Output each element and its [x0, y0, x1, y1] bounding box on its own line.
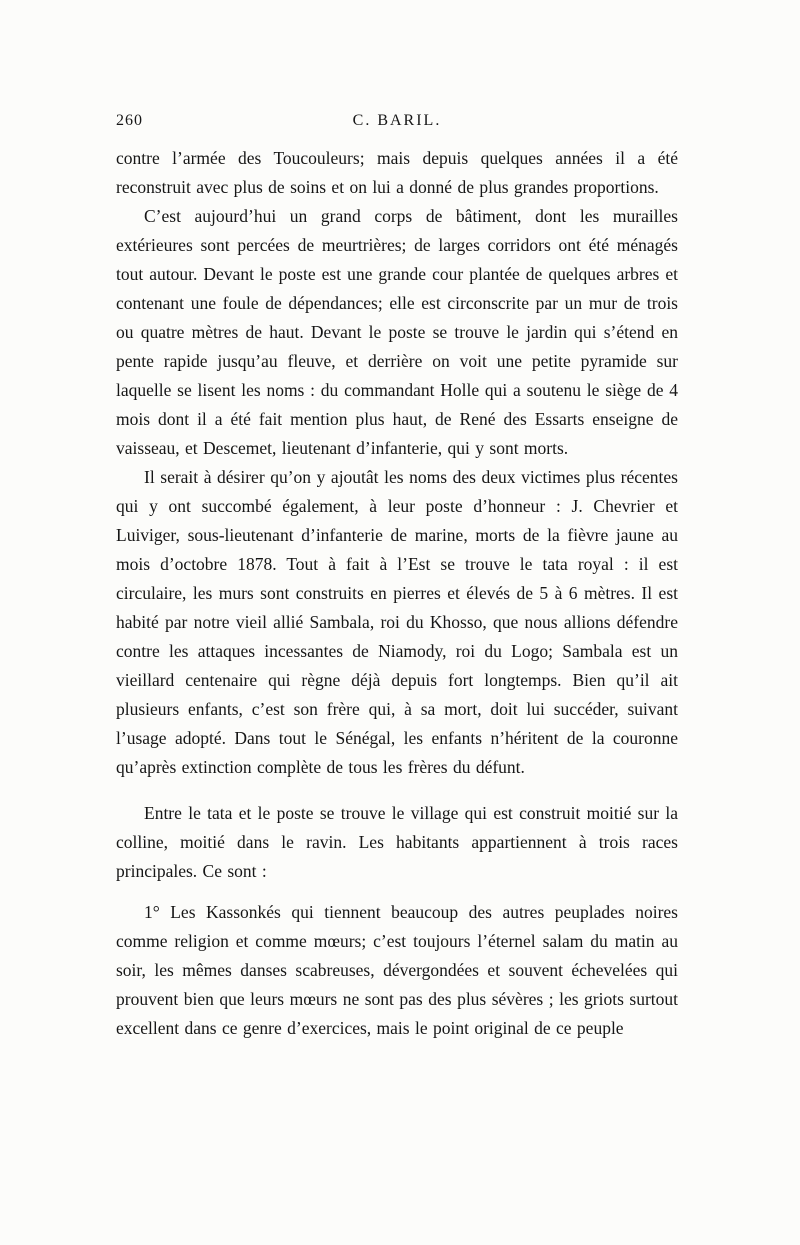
paragraph-continuation: contre l’armée des Toucouleurs; mais depuis quelques années il a été reconstruit avec plus de soins et on lui a donné de plus grandes proportions. — [116, 148, 678, 197]
paragraph: Entre le tata et le poste se trouve le village qui est construit moitié sur la colline, moitié dans le ravin. Les habitants appartiennent à trois races principales. Ce sont : — [116, 803, 678, 881]
paragraph: Il serait à désirer qu’on y ajoutât les noms des deux victimes plus récentes qui y ont succombé également, à leur poste d’honneur : J. Chevrier et Luiviger, sous-lieutenant d’infanterie de marine, morts de la fièvre jaune au mois d’octobre 1878. Tout à fait à l’Est se trouve le tata royal : il est circulaire, les murs sont construits en pierres et élevés de 5 à 6 mètres. Il est habité par notre vieil allié Sambala, roi du Khosso, que nous allions défendre contre les attaques incessantes de Niamody, roi du Logo; Sambala est un vieillard centenaire qui règne déjà depuis fort longtemps. Bien qu’il ait plusieurs enfants, c’est son frère qui, à sa mort, doit lui succéder, suivant l’usage adopté. Dans tout le Sénégal, les enfants n’héritent de la couronne qu’après extinction complète de tous les frères du défunt. — [116, 467, 678, 777]
page-number: 260 — [116, 112, 143, 129]
paragraph-list-item: 1° Les Kassonkés qui tiennent beaucoup des autres peuplades noires comme religion et comme mœurs; c’est toujours l’éternel salam du matin au soir, les mêmes danses scabreuses, dévergondées et souvent échevelées qui prouvent bien que leurs mœurs ne sont pas des plus sévères ; les griots surtout excellent dans ce genre d’exercices, mais le point original de ce peuple — [116, 902, 678, 1038]
page-body — [116, 144, 678, 1043]
page-header — [116, 112, 678, 130]
running-title: C. BARIL. — [352, 112, 442, 129]
paragraph: C’est aujourd’hui un grand corps de bâtiment, dont les murailles extérieures sont percées de meurtrières; de larges corridors ont été ménagés tout autour. Devant le poste est une grande cour plantée de quelques arbres et contenant une foule de dépendances; elle est circonscrite par un mur de trois ou quatre mètres de haut. Devant le poste se trouve le jardin qui s’étend en pente rapide jusqu’au fleuve, et derrière on voit une petite pyramide sur laquelle se lisent les noms : du commandant Holle qui a soutenu le siège de 4 mois dont il a été fait mention plus haut, de René des Essarts enseigne de vaisseau, et Descemet, lieutenant d’infanterie, qui y sont morts. — [116, 206, 678, 458]
